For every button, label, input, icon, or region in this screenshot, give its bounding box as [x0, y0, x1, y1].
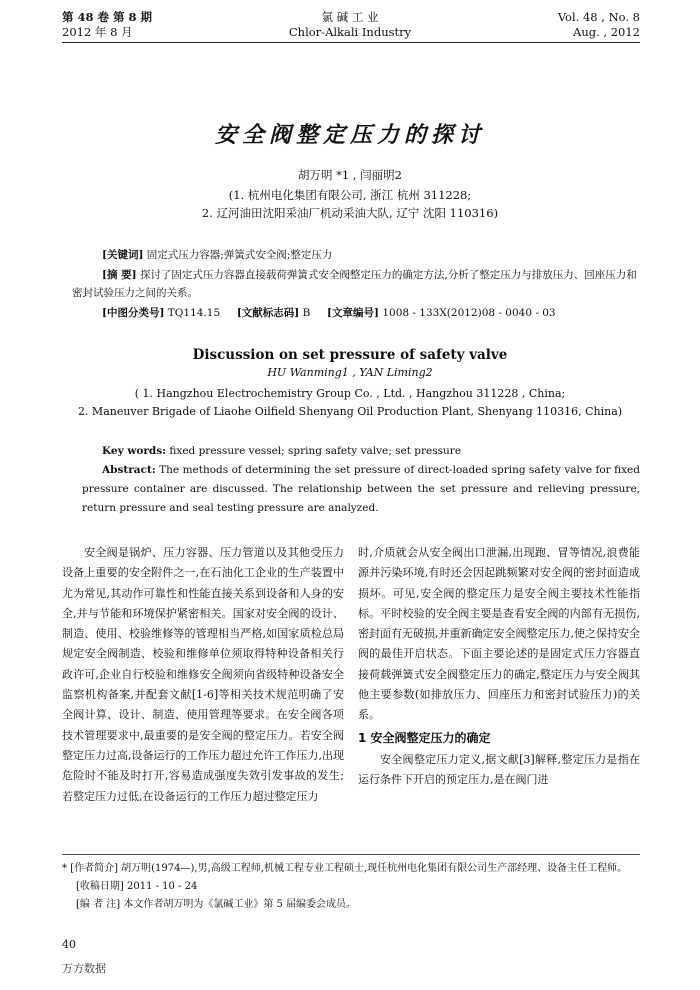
- header-date-cn: 2012 年 8 月: [62, 25, 133, 39]
- body-paragraph: 安全阀是锅炉、压力容器、压力管道以及其他受压力设备上重要的安全附件之一,在石油化工企业的生产装置中尤为常见,其动作可靠性和性能直接关系到设备和人身的安全,并与节能和环境保护紧密相关。国家对安全阀的设计、制造、使用、校验维修等的管理相当严格,如国家质检总局规定安全阀制造、校验和维修单位须取得特种设备相关行政许可,企业自行校验和维修安全阀须向省级特种设备安全监察机构备案,并配套文献[1-6]等相关技术规范明确了安全阀计算、设计、制造、使用管理等要求。在安全阀各项技术管理要求中,最重要的是安全阀的整定压力。若安全阀整定压力过高,设备运行的工作压力超过允许工作压力,出现危险时不能及时打开,容易造成强度失效引发事故的发生;若整定压力过低,在设备运行的工作压力超过整定压力: [62, 546, 344, 803]
- section-heading: 1 安全阀整定压力的确定: [358, 730, 491, 745]
- header-volume-en: Vol. 48 , No. 8: [557, 10, 640, 24]
- header-volume-cn: 第 48 卷 第 8 期: [62, 10, 153, 24]
- affiliation-en-1: ( 1. Hangzhou Electrochemistry Group Co. , Ltd. , Hangzhou 311228 , China;: [134, 387, 566, 400]
- footnotes: [62, 860, 640, 914]
- header-date-en: Aug. , 2012: [573, 25, 640, 39]
- header-rule: [62, 42, 640, 43]
- affiliation-cn-1: (1. 杭州电化集团有限公司, 浙江 杭州 311228;: [228, 188, 472, 202]
- abstract-cn-label: [摘 要]: [102, 269, 137, 281]
- authors-en: HU Wanming1 , YAN Liming2: [267, 366, 433, 379]
- body-column-right: [358, 543, 640, 790]
- header-journal-cn: 氯 碱 工 业: [321, 10, 379, 24]
- keywords-cn-text: 固定式压力容器;弹簧式安全阀;整定压力: [146, 249, 333, 261]
- watermark: 万方数据: [62, 962, 106, 975]
- abstract-en-label: Abstract:: [102, 464, 156, 476]
- footnote-editor-note: [编 者 注] 本文作者胡万明为《氯碱工业》第 5 届编委会成员。: [76, 899, 357, 910]
- page-number: 40: [62, 938, 76, 951]
- footnote-author-intro: * [作者简介] 胡万明(1974—),男,高级工程师,机械工程专业工程硕士,现任杭州电化集团有限公司生产部经理、设备主任工程师。: [62, 863, 628, 874]
- classification-cn: [102, 304, 640, 322]
- footnote-rule: [62, 854, 640, 855]
- article-title-cn: 安全阀整定压力的探讨: [214, 122, 485, 148]
- header-center: [250, 10, 450, 40]
- abstract-cn: [72, 266, 640, 302]
- clc-label: [中图分类号]: [102, 307, 165, 319]
- article-title-en: Discussion on set pressure of safety valve: [192, 347, 508, 363]
- authors-cn: 胡万明 *1 , 闫丽明2: [297, 168, 402, 182]
- header-left: [62, 10, 152, 40]
- keywords-cn-label: [关键词]: [102, 249, 144, 261]
- affiliation-cn-2: 2. 辽河油田沈阳采油厂机动采油大队, 辽宁 沈阳 110316): [201, 206, 499, 220]
- body-paragraph: 时,介质就会从安全阀出口泄漏,出现跑、冒等情况,浪费能源并污染环境,有时还会因起跳频繁对安全阀的密封面造成损坏。可见,安全阀的整定压力是安全阀主要技术性能指标。平时校验的安全阀主要是查看安全阀的内部有无损伤,密封面有无破损,并重新确定安全阀整定压力,使之保持安全阀的最佳开启状态。下面主要论述的是固定式压力容器直接荷载弹簧式安全阀整定压力的确定,整定压力与安全阀其他主要参数(如排放压力、回座压力和密封试验压力)的关系。: [358, 546, 640, 722]
- header-journal-en: Chlor-Alkali Industry: [288, 25, 412, 39]
- keywords-en-text: fixed pressure vessel; spring safety valve; set pressure: [169, 445, 462, 457]
- body-paragraph: 安全阀整定压力定义,据文献[3]解释,整定压力是指在运行条件下开启的预定压力,是在阀门进: [358, 752, 640, 786]
- footnote-received: [收稿日期] 2011 - 10 - 24: [76, 881, 198, 892]
- abstract-en-text: The methods of determining the set pressure of direct-loaded spring safety valve for fixed pressure container are discussed. The relationship between the set pressure and relieving pressure, return pressure and seal testing pressure are analyzed.: [82, 464, 640, 514]
- clc-value: TQ114.15: [167, 307, 221, 319]
- keywords-cn: [102, 246, 640, 264]
- article-number-label: [文章编号]: [327, 307, 379, 319]
- keywords-en: [102, 442, 640, 461]
- abstract-en: [82, 461, 640, 518]
- article-number-value: 1008 - 133X(2012)08 - 0040 - 03: [382, 307, 556, 319]
- doc-code-label: [文献标志码]: [236, 307, 300, 319]
- doc-code-value: B: [302, 307, 311, 319]
- abstract-cn-text: 探讨了固定式压力容器直接载荷弹簧式安全阀整定压力的确定方法,分析了整定压力与排放压力、回座压力和密封试验压力之间的关系。: [72, 269, 637, 299]
- affiliation-en-2: 2. Maneuver Brigade of Liaohe Oilfield Shenyang Oil Production Plant, Shenyang 110316, China): [77, 405, 623, 418]
- header-right: [440, 10, 640, 40]
- body-column-left: [62, 543, 344, 807]
- keywords-en-label: Key words:: [102, 445, 167, 457]
